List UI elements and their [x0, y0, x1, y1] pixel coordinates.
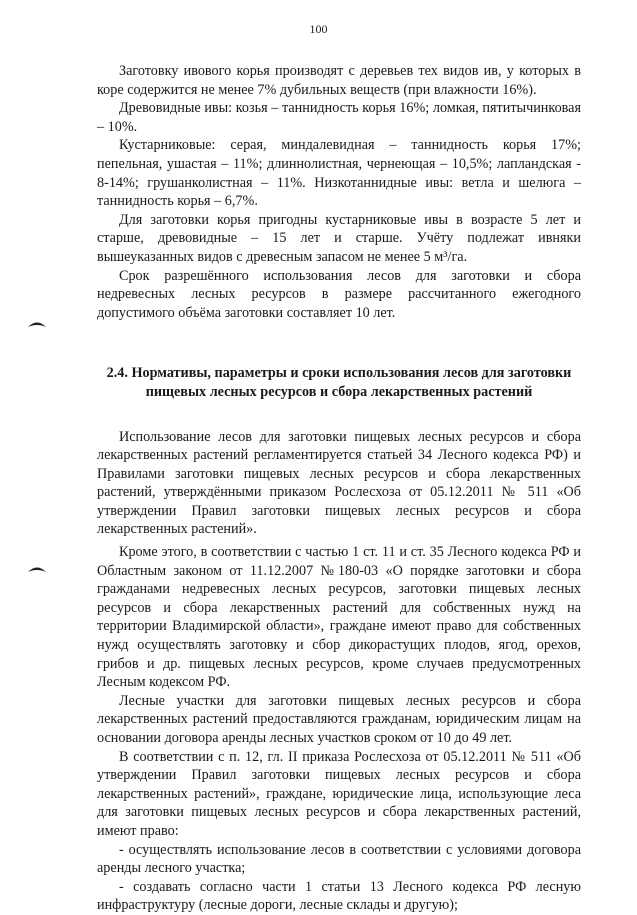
- paragraph-citizens-rights: Кроме этого, в соответствии с частью 1 ст. 11 и ст. 35 Лесного кодекса РФ и Областным законом от 11.12.2007 №180-03 «О порядке заготовки и сбора гражданами недревесных лесных ресурсов, заготовки пищевых лесных ресурсов и сбора лекарственных растений для собственных нужд на территории Владимирской области», граждане имеют право для собственных нужд осуществлять заготовку и сбор дикорастущих плодов, ягод, орехов, грибов и др. пищевых лесных ресурсов, кроме случаев предусмотренных Лесным кодексом РФ.: [97, 544, 581, 691]
- paragraph-permitted-term: Срок разрешённого использования лесов для заготовки и сбора недревесных лесных ресурсов в размере рассчитанного ежегодного допустимого объёма заготовки составляет 10 лет.: [97, 267, 581, 321]
- list-item-infrastructure: - создавать согласно части 1 статьи 13 Лесного кодекса РФ лесную инфраструктуру (лесные дороги, лесные склады и другую);: [97, 878, 581, 914]
- paragraph-lease-plots: Лесные участки для заготовки пищевых лесных ресурсов и сбора лекарственных растений предоставляются гражданам, юридическим лицам на основании договора аренды лесных участков сроком от 10 до 49 лет.: [97, 692, 581, 746]
- binder-hole-mark-top: [28, 320, 46, 328]
- page-number: 100: [309, 22, 328, 36]
- document-body: [97, 62, 581, 915]
- section-heading: 2.4. Нормативы, параметры и сроки использования лесов для заготовки пищевых лесных ресурсов и сбора лекарственных растений: [106, 365, 572, 400]
- paragraph-order-511: В соответствии с п. 12, гл. II приказа Рослесхоза от 05.12.2011 № 511 «Об утверждении Правил заготовки пищевых лесных ресурсов и сбора лекарственных растений», граждане, юридические лица, использующие леса для заготовки пищевых лесных ресурсов и сбора лекарственных растений, имеют право:: [97, 748, 581, 839]
- list-item-use-forests: - осуществлять использование лесов в соответствии с условиями договора аренды лесного участка;: [97, 841, 581, 877]
- paragraph-regulation: Использование лесов для заготовки пищевых лесных ресурсов и сбора лекарственных растений регламентируется статьей 34 Лесного кодекса РФ) и Правилами заготовки пищевых лесных ресурсов и сбора лекарственных растений, утверждёнными приказом Рослесхоза от 05.12.2011 № 511 «Об утверждении Правил заготовки пищевых лесных ресурсов и сбора лекарственных растений».: [97, 428, 581, 538]
- binder-hole-mark-bottom-shape: [28, 565, 46, 573]
- paragraph-tree-willows: Древовидные ивы: козья – таннидность корья 16%; ломкая, пятитычинковая – 10%.: [97, 100, 581, 135]
- paragraph-willow-bark: Заготовку ивового корья производят с деревьев тех видов ив, у которых в коре содержится не менее 7% дубильных веществ (при влажности 16%).: [97, 63, 581, 98]
- paragraph-harvest-age: Для заготовки корья пригодны кустарниковые ивы в возрасте 5 лет и старше, древовидные – 15 лет и старше. Учёту подлежат ивняки вышеуказанных видов с древесным запасом не менее 5 м³/га.: [97, 211, 581, 265]
- paragraph-shrub-willows: Кустарниковые: серая, миндалевидная – таннидность корья 17%; пепельная, ушастая – 11%; длиннолистная, чернеющая – 10,5%; лапландская - 8-14%; грушанколистная – 11%. Низкотаннидные ивы: ветла и шелюга – таннидность корья – 6,7%.: [97, 137, 581, 210]
- binder-hole-mark-top-shape: [28, 320, 46, 328]
- binder-hole-mark-bottom: [28, 565, 46, 573]
